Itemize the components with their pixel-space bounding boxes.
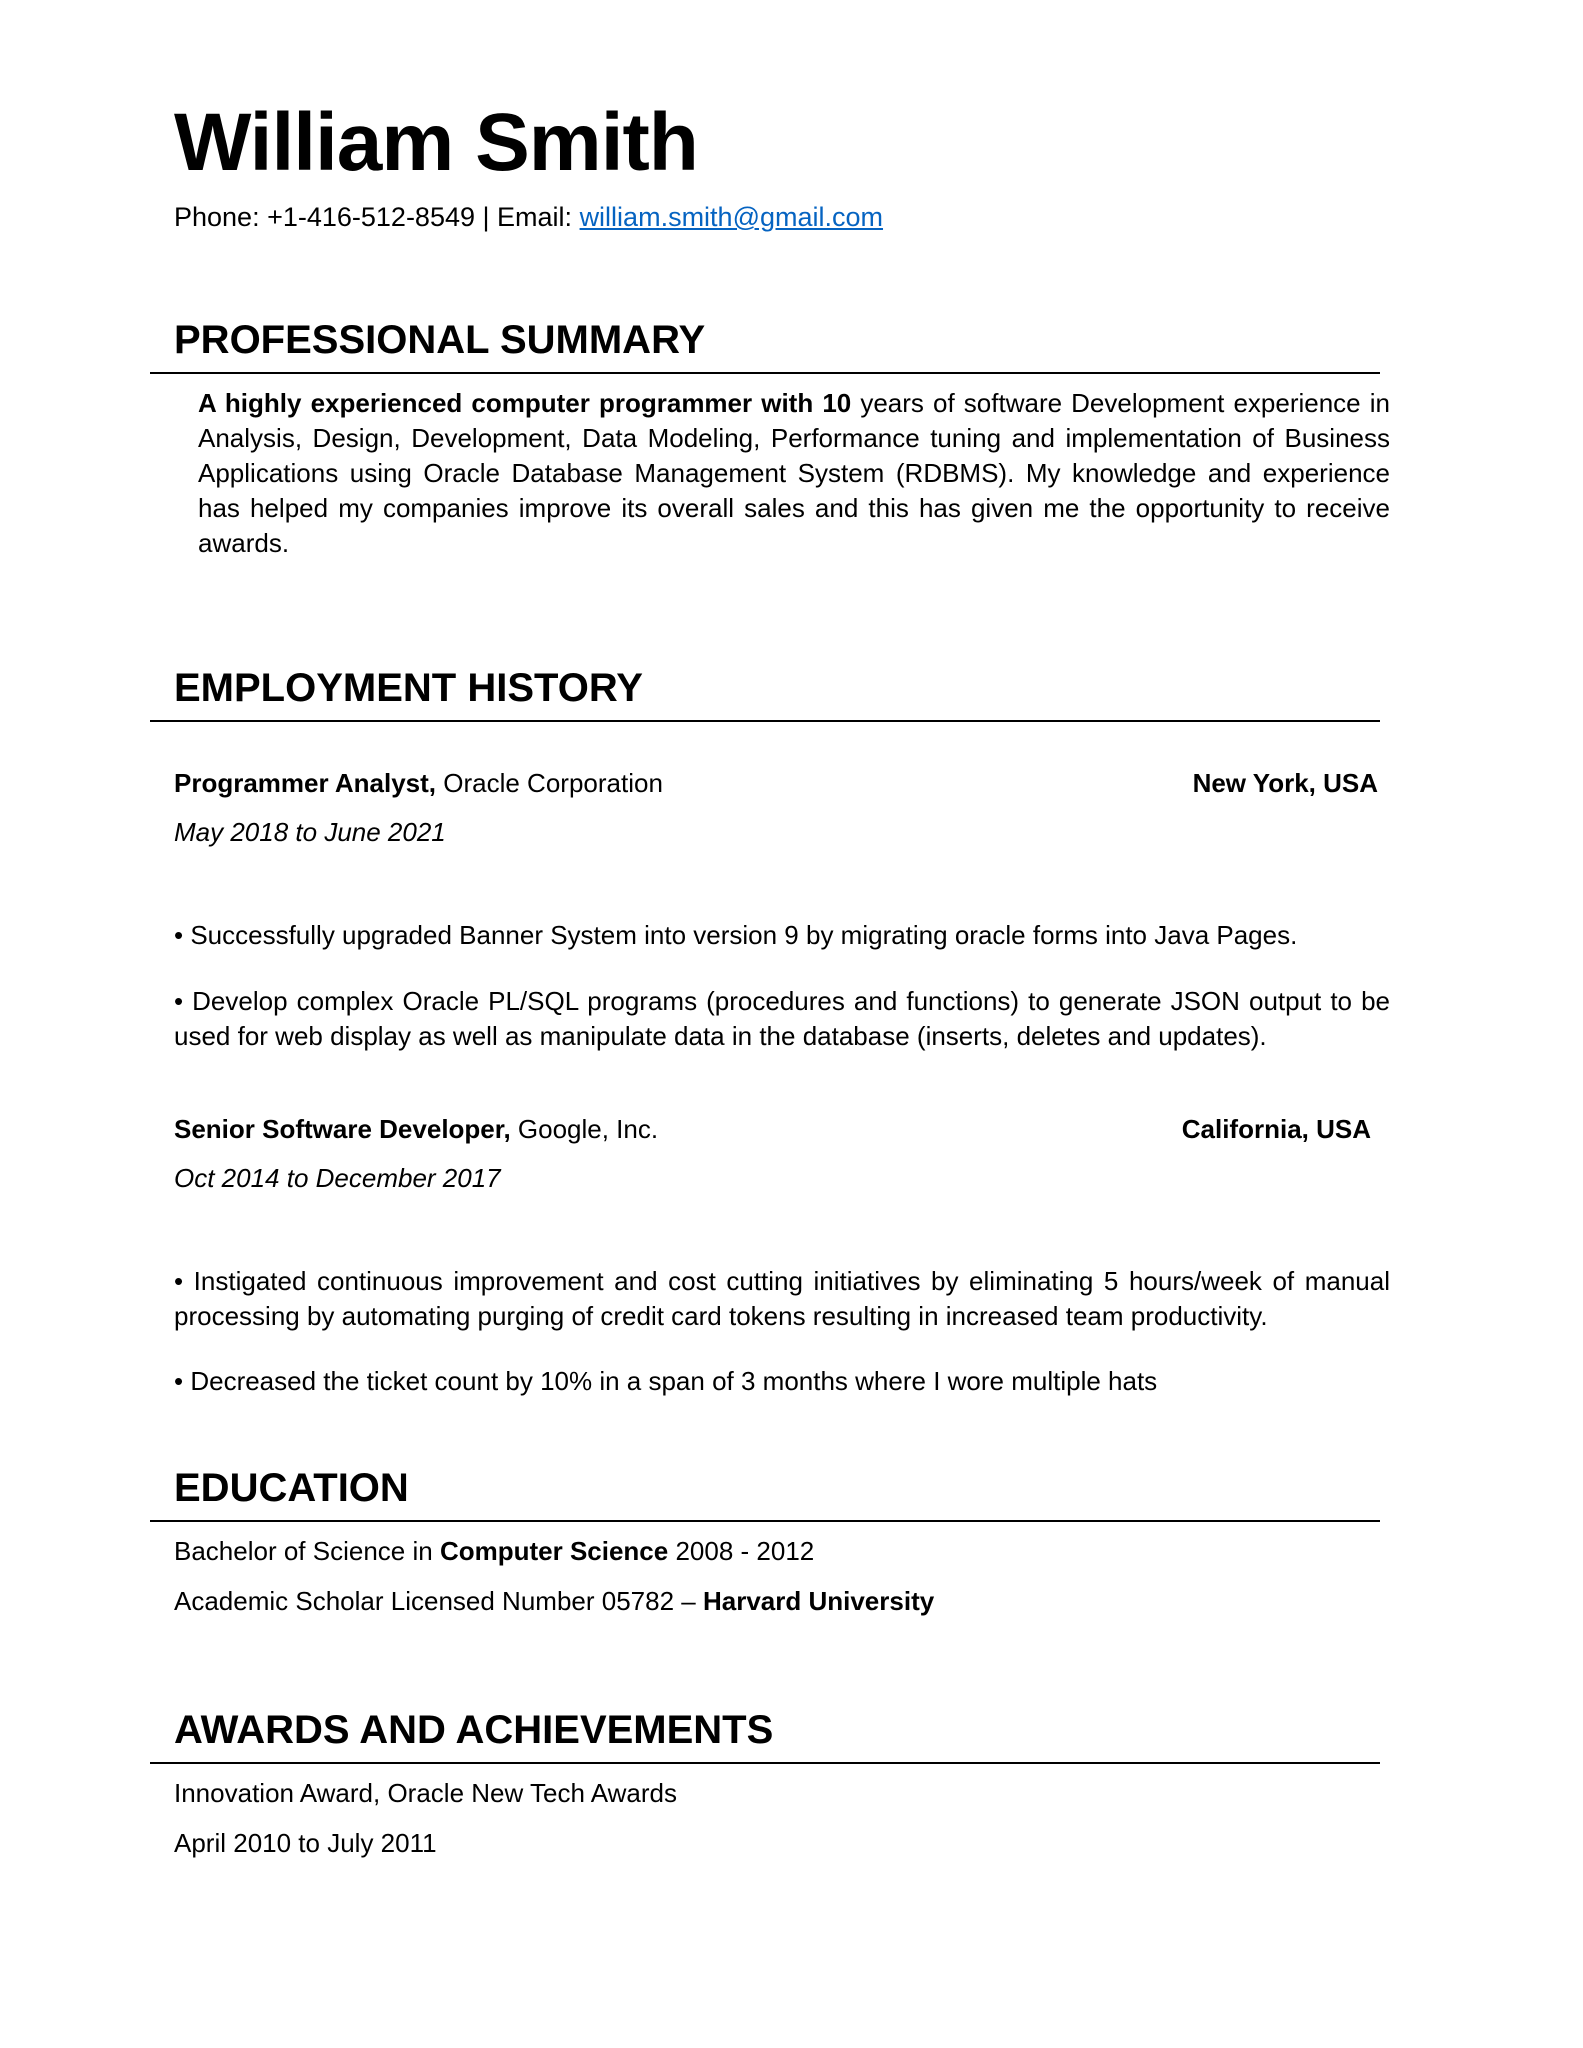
employment-heading: EMPLOYMENT HISTORY — [174, 666, 643, 710]
license-line — [174, 1586, 934, 1617]
job-title-line — [174, 768, 663, 799]
job-location: New York, USA — [1192, 768, 1378, 798]
job-dates: Oct 2014 to December 2017 — [174, 1163, 501, 1193]
summary-bold-intro: A highly experienced computer programmer with 10 — [198, 388, 852, 418]
job-bullet: • Instigated continuous improvement and cost cutting initiatives by eliminating 5 hours/week of manual processing by automating purging of credit card tokens resulting in increased team productivity. — [174, 1266, 1390, 1331]
job-location: California, USA — [1181, 1114, 1371, 1144]
degree-years: 2008 - 2012 — [668, 1536, 815, 1566]
award-name: Innovation Award, Oracle New Tech Awards — [174, 1778, 677, 1808]
license-text: Academic Scholar Licensed Number 05782 – — [174, 1586, 703, 1616]
degree-prefix: Bachelor of Science in — [174, 1536, 440, 1566]
summary-body: years of software Development experience in Analysis, Design, Development, Data Modeling, Performance tuning and implementation of Business Applications using Oracle Database Management System (RDBMS). My knowledge and experience has helped my companies improve its overall sales and this has given me the opportunity to receive awards. — [198, 388, 1390, 558]
summary-divider — [150, 372, 1380, 374]
job-title: Programmer Analyst, — [174, 768, 437, 798]
employment-divider — [150, 720, 1380, 722]
email-label: Email: — [497, 202, 580, 232]
job-bullet: • Decreased the ticket count by 10% in a span of 3 months where I wore multiple hats — [174, 1366, 1158, 1396]
contact-line — [174, 202, 883, 233]
phone-number: +1-416-512-8549 — [267, 202, 475, 232]
education-heading: EDUCATION — [174, 1466, 409, 1510]
university-name: Harvard University — [702, 1586, 935, 1616]
awards-heading: AWARDS AND ACHIEVEMENTS — [174, 1708, 774, 1752]
education-divider — [150, 1520, 1380, 1522]
summary-heading: PROFESSIONAL SUMMARY — [174, 318, 706, 362]
degree-line — [174, 1536, 814, 1567]
job-bullet: • Develop complex Oracle PL/SQL programs (procedures and functions) to generate JSON output to be used for web display as well as manipulate data in the database (inserts, deletes and updates). — [174, 986, 1390, 1051]
candidate-name: William Smith — [174, 97, 698, 188]
email-link[interactable]: william.smith@gmail.com — [579, 202, 884, 232]
summary-text — [198, 386, 1390, 561]
degree-field: Computer Science — [439, 1536, 669, 1566]
job-company: Oracle Corporation — [436, 768, 663, 798]
job-title: Senior Software Developer, — [174, 1114, 511, 1144]
contact-separator: | — [475, 202, 498, 232]
job-dates: May 2018 to June 2021 — [174, 817, 446, 847]
award-dates: April 2010 to July 2011 — [174, 1828, 437, 1858]
job-title-line — [174, 1114, 658, 1145]
job-bullet: • Successfully upgraded Banner System into version 9 by migrating oracle forms into Java Pages. — [174, 920, 1298, 950]
awards-divider — [150, 1762, 1380, 1764]
phone-label: Phone: — [174, 202, 268, 232]
job-company: Google, Inc. — [510, 1114, 659, 1144]
